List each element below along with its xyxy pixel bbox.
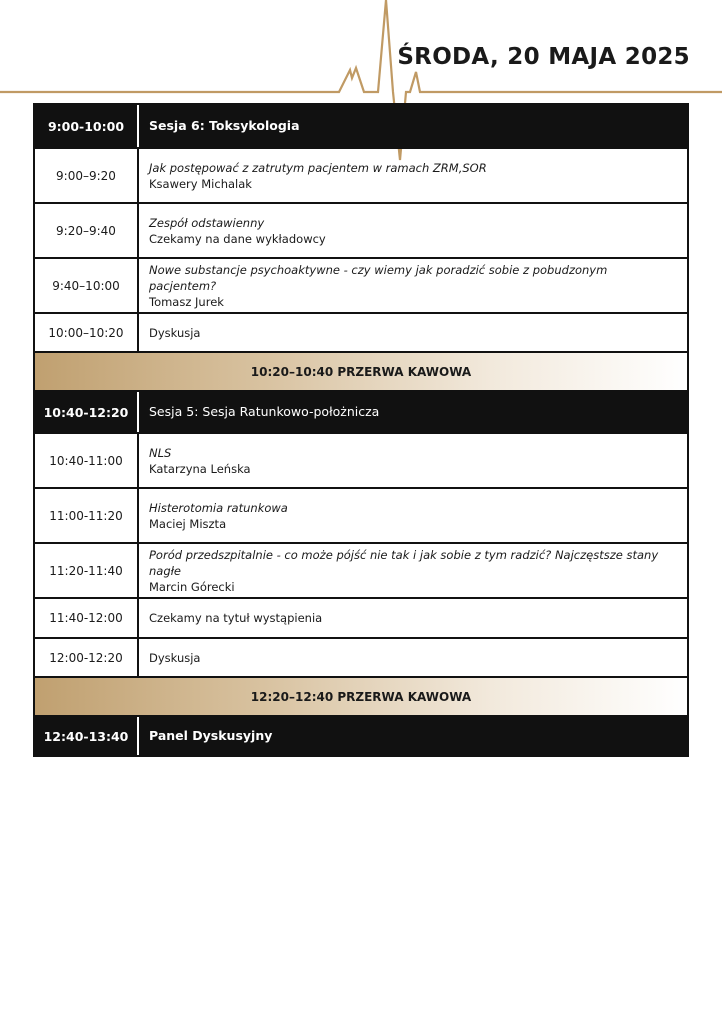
page-title: ŚRODA, 20 MAJA 2025 xyxy=(397,44,690,70)
talk-row xyxy=(35,432,687,487)
talk-time: 9:20–9:40 xyxy=(35,204,139,257)
talk-title: Zespół odstawienny xyxy=(149,215,265,230)
session-title: Sesja 5: Sesja Ratunkowo-położnicza xyxy=(149,404,380,419)
talk-row xyxy=(35,487,687,542)
talk-content xyxy=(139,489,687,542)
session-time: 10:40-12:20 xyxy=(35,392,139,432)
talk-speaker: Maciej Miszta xyxy=(149,516,227,531)
session-title: Panel Dyskusyjny xyxy=(149,728,273,743)
talk-content xyxy=(139,434,687,487)
plain-time: 10:00–10:20 xyxy=(35,314,139,351)
talk-content xyxy=(139,204,687,257)
talk-title: Poród przedszpitalnie - co może pójść nie tak i jak sobie z tym radzić? Najczęstsze stany nagłe xyxy=(149,547,659,578)
talk-time: 11:00-11:20 xyxy=(35,489,139,542)
plain-time: 12:00-12:20 xyxy=(35,639,139,676)
talk-row xyxy=(35,542,687,597)
talk-time: 11:20-11:40 xyxy=(35,544,139,597)
talk-title: NLS xyxy=(149,445,172,460)
plain-row xyxy=(35,637,687,676)
talk-title: Histerotomia ratunkowa xyxy=(149,500,288,515)
plain-text: Dyskusja xyxy=(149,325,201,340)
talk-speaker: Czekamy na dane wykładowcy xyxy=(149,231,326,246)
talk-speaker: Marcin Górecki xyxy=(149,579,235,594)
session-row xyxy=(35,390,687,432)
session-row xyxy=(35,105,687,147)
session-time: 12:40-13:40 xyxy=(35,717,139,755)
talk-time: 9:00–9:20 xyxy=(35,149,139,202)
talk-content xyxy=(139,544,687,597)
talk-row xyxy=(35,147,687,202)
talk-content xyxy=(139,259,687,312)
talk-speaker: Katarzyna Leńska xyxy=(149,461,251,476)
plain-row xyxy=(35,597,687,637)
schedule-table xyxy=(33,103,689,757)
session-title: Sesja 6: Toksykologia xyxy=(149,118,300,133)
coffee-break-row: 12:20–12:40 PRZERWA KAWOWA xyxy=(35,676,687,715)
plain-text: Dyskusja xyxy=(149,650,201,665)
talk-content xyxy=(139,149,687,202)
talk-speaker: Ksawery Michalak xyxy=(149,176,252,191)
coffee-break-row: 10:20–10:40 PRZERWA KAWOWA xyxy=(35,351,687,390)
plain-text: Czekamy na tytuł wystąpienia xyxy=(149,611,323,625)
talk-title: Jak postępować z zatrutym pacjentem w ramach ZRM,SOR xyxy=(149,160,487,175)
talk-row xyxy=(35,257,687,312)
plain-time: 11:40-12:00 xyxy=(35,599,139,637)
talk-time: 10:40-11:00 xyxy=(35,434,139,487)
session-row xyxy=(35,715,687,755)
talk-time: 9:40–10:00 xyxy=(35,259,139,312)
session-time: 9:00-10:00 xyxy=(35,105,139,147)
talk-title: Nowe substancje psychoaktywne - czy wiemy jak poradzić sobie z pobudzonym pacjentem? xyxy=(149,262,608,293)
plain-row xyxy=(35,312,687,351)
talk-row xyxy=(35,202,687,257)
talk-speaker: Tomasz Jurek xyxy=(149,294,224,309)
